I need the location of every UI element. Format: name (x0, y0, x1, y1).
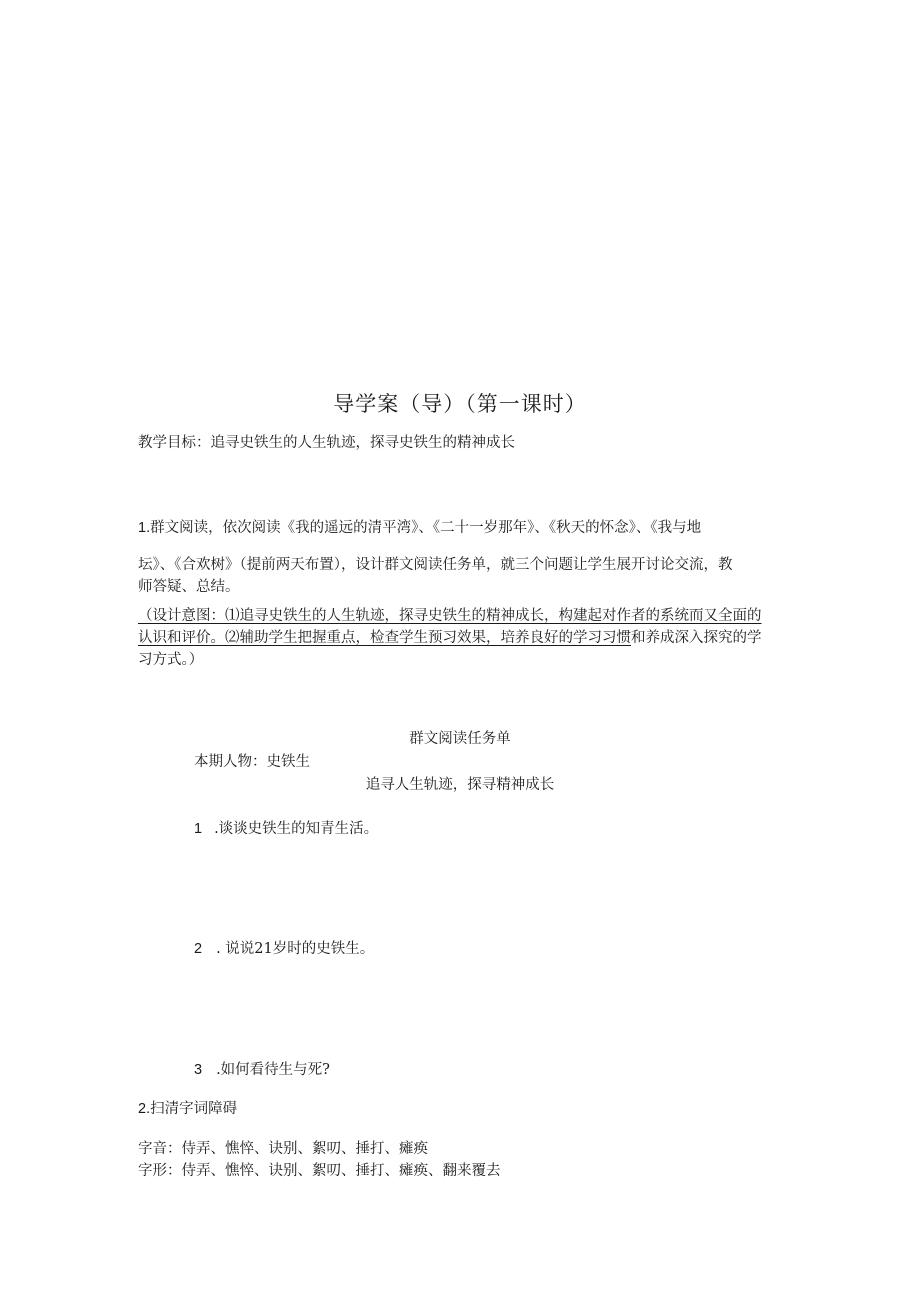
page-title: 导学案（导）（第一课时） (333, 392, 587, 416)
task-sheet-title: 群文阅读任务单 (409, 731, 511, 747)
section-1-line-3: 师答疑、总结。 (138, 579, 240, 595)
design-intent-line-2 (138, 627, 762, 649)
question-1-text: .谈谈史铁生的知青生活。 (214, 821, 379, 837)
section-2-heading (138, 1098, 237, 1120)
section-2-title: 扫清字词障碍 (150, 1101, 238, 1117)
design-intent-line-3: 习方式。） (138, 652, 204, 668)
question-3-number: 3 (194, 1062, 203, 1078)
section-1-text-1: 群文阅读，依次阅读《我的遥远的清平湾》、《二十一岁那年》、《秋天的怀念》、《我与地 (150, 520, 702, 536)
pronunciation-line: 字音：侍弄、憔悴、诀别、絮叨、捶打、瘫痪 (138, 1141, 428, 1157)
design-intent-underlined: 认识和评价。⑵辅助学生把握重点，检查学生预习效果，培养良好的学习习惯 (138, 630, 631, 646)
question-3-text: .如何看待生与死? (216, 1062, 330, 1078)
section-1-line-1 (138, 517, 701, 539)
section-1-line-2: 坛》、《合欢树》（提前两天布置），设计群文阅读任务单，就三个问题让学生展开讨论交流，教 (138, 557, 733, 573)
section-1-number: 1. (138, 520, 151, 536)
question-1-number: 1 (194, 821, 203, 837)
teaching-objective: 教学目标：追寻史铁生的人生轨迹，探寻史铁生的精神成长 (138, 435, 515, 451)
question-2-text: . 说说21岁时的史铁生。 (216, 941, 375, 957)
section-2-number: 2. (138, 1101, 151, 1117)
task-sheet-person: 本期人物：史铁生 (194, 754, 310, 770)
task-sheet-subtitle: 追寻人生轨迹，探寻精神成长 (365, 777, 555, 793)
writing-line: 字形：侍弄、憔悴、诀别、絮叨、捶打、瘫痪、翻来覆去 (138, 1163, 501, 1179)
question-2 (194, 938, 374, 960)
design-intent-rest: 和养成深入探究的学 (631, 630, 762, 646)
question-1 (194, 818, 378, 840)
design-intent-line-1: （设计意图：⑴追寻史铁生的人生轨迹，探寻史铁生的精神成长，构建起对作者的系统而又全面的 (138, 608, 762, 624)
question-3 (194, 1059, 330, 1081)
question-2-number: 2 (194, 941, 203, 957)
